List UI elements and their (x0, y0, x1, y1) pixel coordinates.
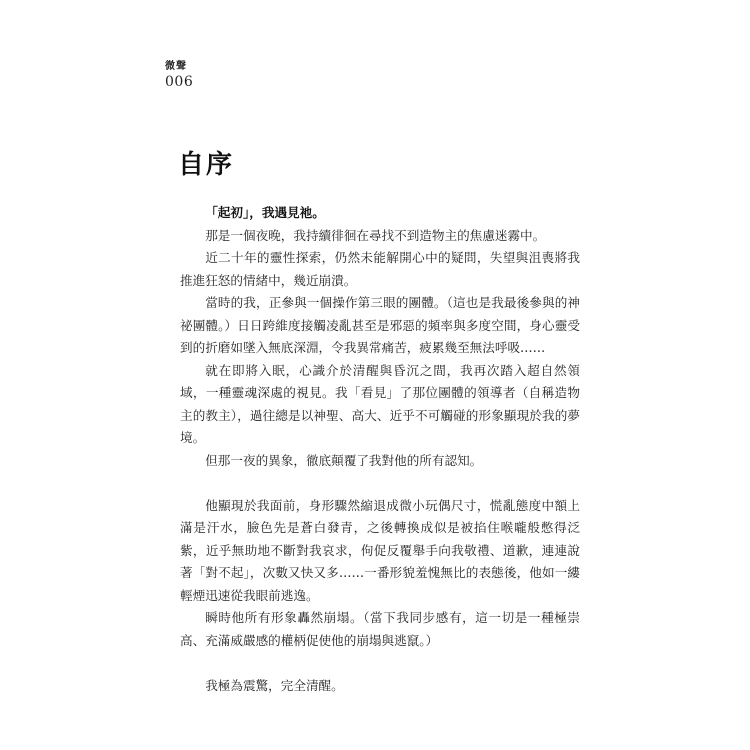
paragraph: 我極為震驚，完全清醒。 (205, 677, 344, 693)
paragraph: 他顯現於我面前，身形驟然縮退成微小玩偶尺寸，慌亂態度中額上滿是汗水，臉色先是蒼白發青，之後轉換成似是被掐住喉嚨般憋得泛紫，近乎無助地不斷對我哀求，佝促反覆舉手向我敬禮、道歉，連連說著「對不起」，次數又快又多……一番形貌羞愧無比的表態後，他如一縷輕煙迅速從我眼前逃逸。 (180, 497, 580, 603)
paragraph: 近二十年的靈性探索，仍然未能解開心中的疑問，失望與沮喪將我推進狂怒的情緒中，幾近崩潰。 (180, 250, 580, 288)
paragraph-lead: 「起初」，我遇見祂。 (205, 205, 325, 220)
book-title-header: 微聲 (165, 61, 187, 72)
paragraph: 就在即將入眠，心識介於清醒與昏沉之間，我再次踏入超自然領域，一種靈魂深處的視見。我「看見」了那位團體的領導者（自稱造物主的教主），過往總是以神聖、高大、近乎不可觸碰的形象顯現於我的夢境。 (180, 362, 580, 445)
paragraph: 瞬時他所有形象轟然崩塌。（當下我同步感有，這一切是一種極崇高、充滿威嚴感的權柄促使他的崩塌與逃竄。） (180, 610, 580, 648)
page-number: 006 (165, 74, 194, 90)
body-text (180, 202, 580, 697)
paragraph-spacer (180, 472, 580, 495)
paragraph-spacer (180, 652, 580, 675)
paragraph: 但那一夜的異象，徹底顛覆了我對他的所有認知。 (205, 452, 483, 468)
chapter-title: 自序 (178, 150, 235, 180)
paragraph: 當時的我，正參與一個操作第三眼的團體。（這也是我最後參與的神祕團體。）日日跨維度接觸凌亂甚至是邪惡的頻率與多度空間，身心靈受到的折磨如墜入無底深淵，令我異常痛苦，疲累幾至無法呼吸…… (180, 295, 580, 355)
paragraph: 那是一個夜晚，我持續徘徊在尋找不到造物主的焦慮迷霧中。 (205, 227, 546, 243)
